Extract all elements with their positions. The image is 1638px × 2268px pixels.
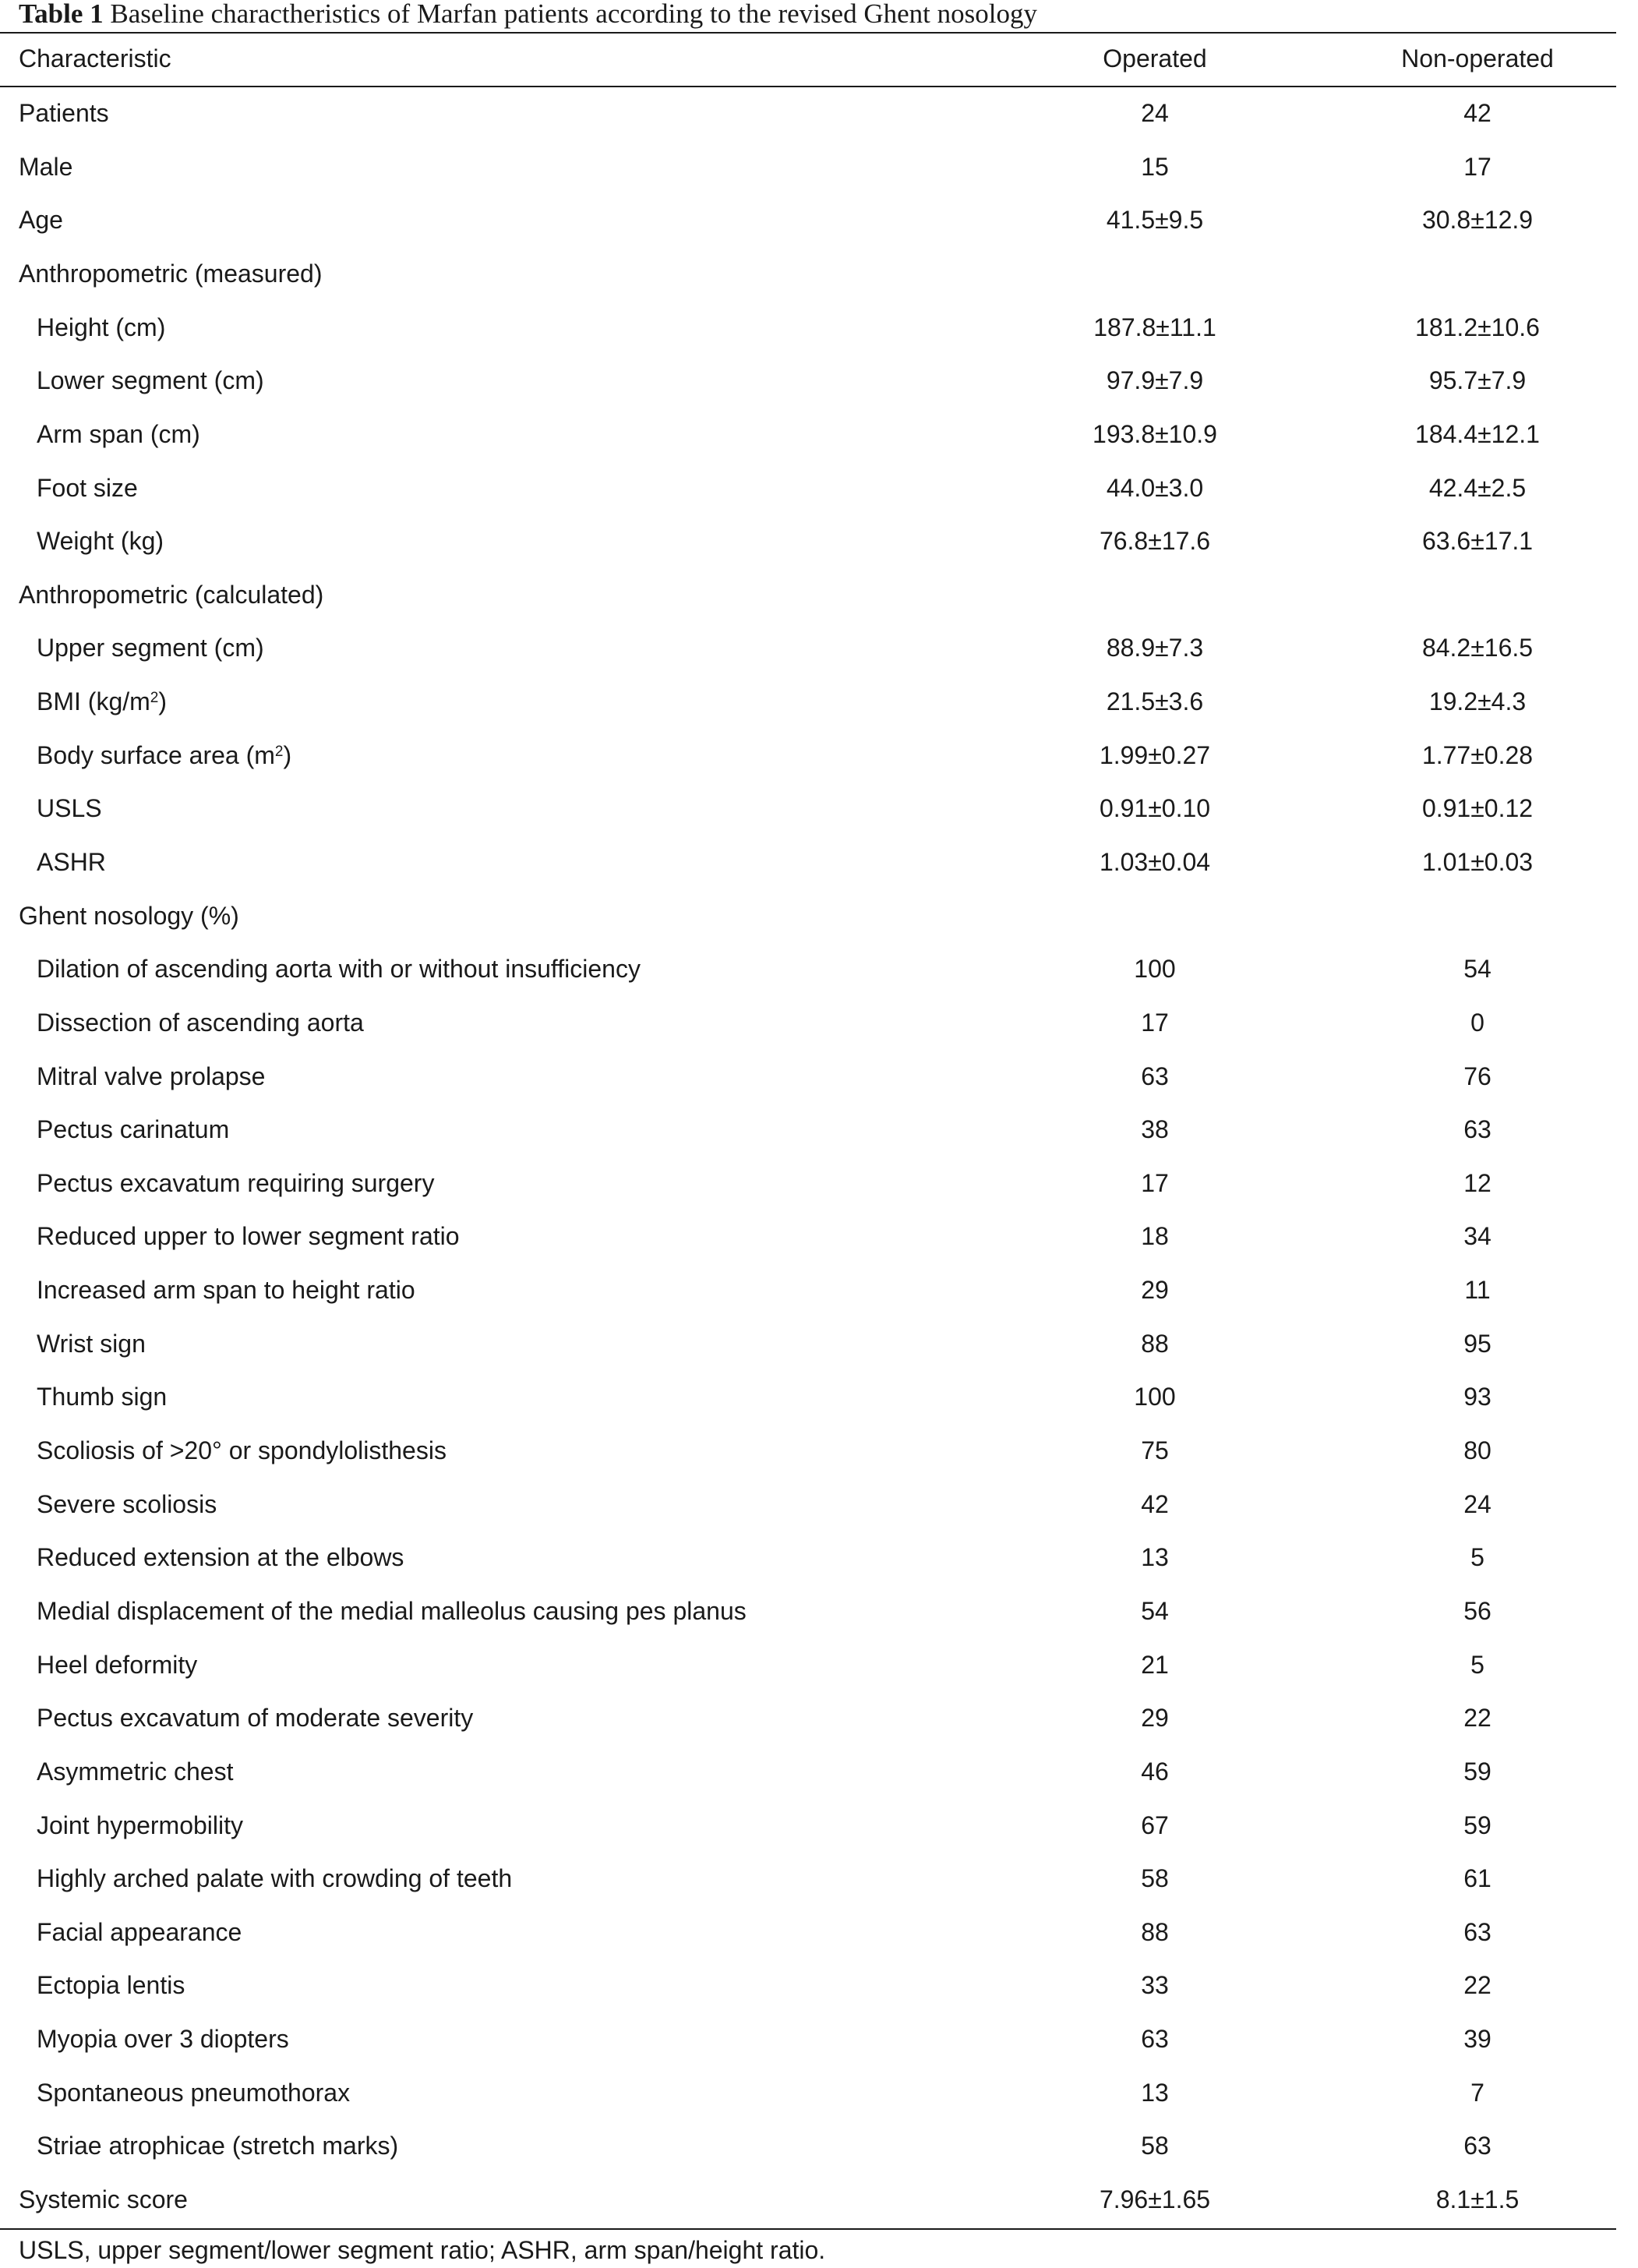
row-operated-value: 24 bbox=[1141, 99, 1169, 127]
table-row bbox=[0, 2119, 1616, 2173]
row-label-text: ASHR bbox=[37, 848, 106, 876]
table-row bbox=[0, 889, 1616, 943]
row-operated-value: 63 bbox=[1141, 2025, 1169, 2053]
row-label bbox=[37, 1745, 233, 1799]
row-label bbox=[37, 1317, 146, 1371]
row-non-operated-value: 39 bbox=[1463, 2025, 1491, 2053]
table-row bbox=[0, 1210, 1616, 1263]
row-label-text: Spontaneous pneumothorax bbox=[37, 2078, 351, 2107]
header-non-operated: Non-operated bbox=[1401, 44, 1554, 72]
row-non-operated-value: 84.2±16.5 bbox=[1421, 634, 1534, 662]
row-non-operated-value: 22 bbox=[1463, 1971, 1491, 2000]
table-row bbox=[0, 1745, 1616, 1799]
row-label bbox=[19, 568, 323, 622]
row-operated-value: 44.0±3.0 bbox=[1106, 473, 1204, 502]
row-non-operated-value: 59 bbox=[1463, 1811, 1491, 1839]
row-operated-value: 88 bbox=[1141, 1329, 1169, 1358]
row-label bbox=[19, 2173, 188, 2227]
row-operated-value: 33 bbox=[1141, 1971, 1169, 2000]
row-label bbox=[19, 247, 322, 301]
table-row bbox=[0, 1424, 1616, 1478]
table-row bbox=[0, 675, 1616, 729]
row-non-operated-value: 11 bbox=[1464, 1276, 1491, 1305]
table-row bbox=[0, 1799, 1616, 1853]
row-non-operated-value: 63 bbox=[1463, 1115, 1491, 1144]
row-operated-value bbox=[999, 568, 1311, 622]
row-label bbox=[37, 942, 641, 996]
row-label-text: Wrist sign bbox=[37, 1329, 146, 1358]
table-row bbox=[0, 408, 1616, 461]
row-label bbox=[37, 1584, 747, 1638]
row-label-text: Pectus carinatum bbox=[37, 1115, 230, 1144]
row-operated-value: 29 bbox=[1141, 1704, 1169, 1733]
row-operated-value bbox=[999, 889, 1311, 943]
row-label bbox=[19, 140, 72, 194]
row-label bbox=[37, 1263, 415, 1317]
row-operated-value: 100 bbox=[1134, 1383, 1176, 1411]
table-row bbox=[0, 1691, 1616, 1745]
row-label bbox=[37, 782, 102, 835]
table-row bbox=[0, 835, 1616, 889]
table-row bbox=[0, 2012, 1616, 2066]
row-label-text: Medial displacement of the medial malleolus causing pes planus bbox=[37, 1596, 747, 1625]
row-non-operated-value: 42 bbox=[1463, 99, 1491, 127]
table-header-row bbox=[0, 32, 1616, 86]
row-operated-value: 17 bbox=[1141, 1008, 1169, 1037]
table-row bbox=[0, 1852, 1616, 1906]
row-label-text: USLS bbox=[37, 794, 102, 823]
row-label bbox=[37, 1638, 197, 1692]
table-row bbox=[0, 1478, 1616, 1531]
row-label-text: Height (cm) bbox=[37, 313, 166, 341]
row-label-superscript: 2 bbox=[150, 690, 159, 707]
table-row bbox=[0, 354, 1616, 408]
header-characteristic: Characteristic bbox=[19, 44, 171, 72]
row-label-text: Arm span (cm) bbox=[37, 419, 200, 448]
row-label-text: Foot size bbox=[37, 473, 138, 502]
row-label bbox=[37, 1370, 167, 1424]
row-non-operated-value: 1.01±0.03 bbox=[1421, 848, 1534, 876]
table-number: Table 1 bbox=[19, 0, 104, 29]
row-label bbox=[37, 1050, 265, 1104]
row-label-text: Joint hypermobility bbox=[37, 1811, 243, 1839]
table-row bbox=[0, 996, 1616, 1050]
row-non-operated-value bbox=[1322, 568, 1633, 622]
row-label-text: Weight (kg) bbox=[37, 527, 164, 556]
row-label-text: Anthropometric (calculated) bbox=[19, 580, 324, 609]
row-non-operated-value: 5 bbox=[1470, 1543, 1484, 1572]
row-label bbox=[37, 408, 200, 461]
table-row bbox=[0, 301, 1616, 355]
row-label bbox=[37, 1799, 243, 1853]
row-operated-value: 58 bbox=[1141, 1864, 1169, 1893]
table-row bbox=[0, 1317, 1616, 1371]
row-label bbox=[37, 301, 165, 355]
row-label bbox=[37, 354, 264, 408]
row-label bbox=[37, 2066, 350, 2120]
row-label-text: Systemic score bbox=[19, 2185, 188, 2213]
row-label bbox=[37, 996, 364, 1050]
row-label-text: Pectus excavatum requiring surgery bbox=[37, 1168, 435, 1197]
row-non-operated-value: 95 bbox=[1463, 1329, 1491, 1358]
table-caption bbox=[19, 0, 1037, 31]
row-non-operated-value: 30.8±12.9 bbox=[1421, 206, 1534, 235]
row-non-operated-value: 59 bbox=[1463, 1757, 1491, 1786]
row-operated-value: 42 bbox=[1141, 1489, 1169, 1518]
row-operated-value: 187.8±11.1 bbox=[1093, 313, 1216, 341]
row-non-operated-value: 7 bbox=[1470, 2078, 1484, 2107]
row-label bbox=[37, 1103, 229, 1157]
row-operated-value: 1.03±0.04 bbox=[1099, 848, 1211, 876]
row-label-text: Patients bbox=[19, 99, 109, 127]
row-operated-value: 13 bbox=[1141, 1543, 1169, 1572]
row-label-text: Thumb sign bbox=[37, 1383, 168, 1411]
table-row bbox=[0, 1531, 1616, 1584]
row-label-suffix: ) bbox=[158, 687, 168, 715]
table-row bbox=[0, 87, 1616, 140]
row-operated-value: 38 bbox=[1141, 1115, 1169, 1144]
row-non-operated-value: 42.4±2.5 bbox=[1428, 473, 1527, 502]
row-operated-value: 54 bbox=[1141, 1596, 1169, 1625]
row-label bbox=[37, 1157, 434, 1210]
row-label-text: Reduced extension at the elbows bbox=[37, 1543, 404, 1572]
row-non-operated-value: 61 bbox=[1463, 1864, 1491, 1893]
table-row bbox=[0, 461, 1616, 515]
table-row bbox=[0, 247, 1616, 301]
table-row bbox=[0, 514, 1616, 568]
table-row bbox=[0, 2173, 1616, 2227]
table-row bbox=[0, 1638, 1616, 1692]
row-label bbox=[37, 835, 106, 889]
row-label-text: Age bbox=[19, 206, 63, 235]
table-row bbox=[0, 1906, 1616, 1959]
table-row bbox=[0, 1959, 1616, 2012]
row-operated-value: 0.91±0.10 bbox=[1099, 794, 1211, 823]
table-title: Baseline charactheristics of Marfan patients according to the revised Ghent nosology bbox=[110, 0, 1037, 29]
row-operated-value: 88 bbox=[1141, 1917, 1169, 1946]
row-label-text: Asymmetric chest bbox=[37, 1757, 234, 1786]
row-operated-value: 17 bbox=[1141, 1168, 1169, 1197]
row-label-text: Mitral valve prolapse bbox=[37, 1062, 266, 1090]
row-label bbox=[37, 1852, 512, 1906]
row-operated-value: 88.9±7.3 bbox=[1106, 634, 1204, 662]
row-non-operated-value: 63.6±17.1 bbox=[1421, 527, 1534, 556]
row-non-operated-value: 8.1±1.5 bbox=[1435, 2185, 1520, 2213]
row-label-text: Highly arched palate with crowding of teeth bbox=[37, 1864, 513, 1893]
row-label-text: Upper segment (cm) bbox=[37, 634, 264, 662]
row-operated-value: 100 bbox=[1134, 955, 1176, 984]
row-label-superscript: 2 bbox=[274, 744, 284, 761]
table-row bbox=[0, 1370, 1616, 1424]
row-non-operated-value: 56 bbox=[1463, 1596, 1491, 1625]
row-operated-value: 58 bbox=[1141, 2132, 1169, 2160]
row-operated-value: 13 bbox=[1141, 2078, 1169, 2107]
row-operated-value: 7.96±1.65 bbox=[1099, 2185, 1211, 2213]
row-label-text: Myopia over 3 diopters bbox=[37, 2025, 289, 2053]
row-non-operated-value: 5 bbox=[1470, 1650, 1484, 1679]
row-operated-value: 41.5±9.5 bbox=[1106, 206, 1204, 235]
row-non-operated-value: 1.77±0.28 bbox=[1421, 740, 1534, 769]
row-label bbox=[37, 1531, 404, 1584]
row-label-text: Anthropometric (measured) bbox=[19, 259, 323, 288]
row-non-operated-value: 63 bbox=[1463, 2132, 1491, 2160]
row-label-text: Body surface area (m bbox=[37, 740, 275, 769]
row-non-operated-value: 80 bbox=[1463, 1436, 1491, 1464]
row-label bbox=[37, 729, 291, 782]
row-label bbox=[37, 1691, 473, 1745]
row-non-operated-value: 0 bbox=[1470, 1008, 1484, 1037]
table-row bbox=[0, 2066, 1616, 2120]
row-non-operated-value: 34 bbox=[1463, 1222, 1491, 1251]
row-operated-value: 29 bbox=[1141, 1276, 1169, 1305]
table-row bbox=[0, 729, 1616, 782]
table-bottom-rule bbox=[0, 2228, 1616, 2230]
row-label bbox=[37, 1906, 242, 1959]
row-label-text: Lower segment (cm) bbox=[37, 366, 264, 395]
header-operated: Operated bbox=[1103, 44, 1207, 72]
row-label-text: Increased arm span to height ratio bbox=[37, 1276, 415, 1305]
row-label bbox=[19, 193, 63, 247]
table-row bbox=[0, 1103, 1616, 1157]
row-label-text: Pectus excavatum of moderate severity bbox=[37, 1704, 474, 1733]
row-non-operated-value bbox=[1322, 247, 1633, 301]
row-operated-value: 67 bbox=[1141, 1811, 1169, 1839]
row-label bbox=[37, 2012, 289, 2066]
row-label-text: Ghent nosology (%) bbox=[19, 901, 239, 930]
row-label-text: Facial appearance bbox=[37, 1917, 242, 1946]
row-label bbox=[37, 1424, 447, 1478]
row-label-suffix: ) bbox=[283, 740, 292, 769]
row-operated-value: 18 bbox=[1141, 1222, 1169, 1251]
table-row bbox=[0, 1157, 1616, 1210]
row-non-operated-value: 12 bbox=[1463, 1168, 1491, 1197]
row-label bbox=[37, 461, 138, 515]
row-operated-value: 97.9±7.9 bbox=[1106, 366, 1204, 395]
table-row bbox=[0, 140, 1616, 194]
row-label-text: BMI (kg/m bbox=[37, 687, 150, 715]
table-row bbox=[0, 942, 1616, 996]
row-non-operated-value: 19.2±4.3 bbox=[1428, 687, 1527, 715]
row-non-operated-value: 76 bbox=[1463, 1062, 1491, 1090]
row-label bbox=[19, 889, 239, 943]
row-operated-value: 76.8±17.6 bbox=[1099, 527, 1211, 556]
row-operated-value: 193.8±10.9 bbox=[1093, 419, 1217, 448]
row-label-text: Reduced upper to lower segment ratio bbox=[37, 1222, 460, 1251]
row-non-operated-value: 93 bbox=[1463, 1383, 1491, 1411]
row-label bbox=[37, 1959, 185, 2012]
row-non-operated-value: 63 bbox=[1463, 1917, 1491, 1946]
row-operated-value: 15 bbox=[1141, 152, 1169, 181]
row-non-operated-value: 17 bbox=[1463, 152, 1491, 181]
table-row bbox=[0, 1263, 1616, 1317]
row-label bbox=[37, 621, 264, 675]
row-label bbox=[37, 2119, 398, 2173]
row-non-operated-value: 54 bbox=[1463, 955, 1491, 984]
row-operated-value: 1.99±0.27 bbox=[1099, 740, 1211, 769]
row-operated-value: 75 bbox=[1141, 1436, 1169, 1464]
row-operated-value: 21 bbox=[1141, 1650, 1169, 1679]
row-operated-value bbox=[999, 247, 1311, 301]
table-row bbox=[0, 193, 1616, 247]
row-label-text: Male bbox=[19, 152, 73, 181]
row-label-text: Scoliosis of >20° or spondylolisthesis bbox=[37, 1436, 447, 1464]
row-operated-value: 21.5±3.6 bbox=[1106, 687, 1204, 715]
row-non-operated-value bbox=[1322, 889, 1633, 943]
row-label-text: Striae atrophicae (stretch marks) bbox=[37, 2132, 399, 2160]
row-non-operated-value: 24 bbox=[1463, 1489, 1491, 1518]
row-label-text: Dissection of ascending aorta bbox=[37, 1008, 364, 1037]
table-row bbox=[0, 621, 1616, 675]
row-label bbox=[37, 514, 164, 568]
table-row bbox=[0, 1050, 1616, 1104]
row-label-text: Severe scoliosis bbox=[37, 1489, 217, 1518]
row-label-text: Dilation of ascending aorta with or without insufficiency bbox=[37, 955, 641, 984]
row-non-operated-value: 181.2±10.6 bbox=[1415, 313, 1540, 341]
row-operated-value: 63 bbox=[1141, 1062, 1169, 1090]
row-label-text: Heel deformity bbox=[37, 1650, 198, 1679]
row-non-operated-value: 0.91±0.12 bbox=[1421, 794, 1534, 823]
row-non-operated-value: 184.4±12.1 bbox=[1415, 419, 1540, 448]
row-label-text: Ectopia lentis bbox=[37, 1971, 185, 2000]
table-footnote: USLS, upper segment/lower segment ratio; ASHR, arm span/height ratio. bbox=[19, 2236, 826, 2264]
row-non-operated-value: 95.7±7.9 bbox=[1428, 366, 1527, 395]
row-operated-value: 46 bbox=[1141, 1757, 1169, 1786]
row-label bbox=[19, 87, 109, 140]
row-non-operated-value: 22 bbox=[1463, 1704, 1491, 1733]
table-row bbox=[0, 782, 1616, 835]
row-label bbox=[37, 1478, 217, 1531]
table-row bbox=[0, 1584, 1616, 1638]
row-label bbox=[37, 1210, 460, 1263]
table-row bbox=[0, 568, 1616, 622]
row-label bbox=[37, 675, 167, 729]
